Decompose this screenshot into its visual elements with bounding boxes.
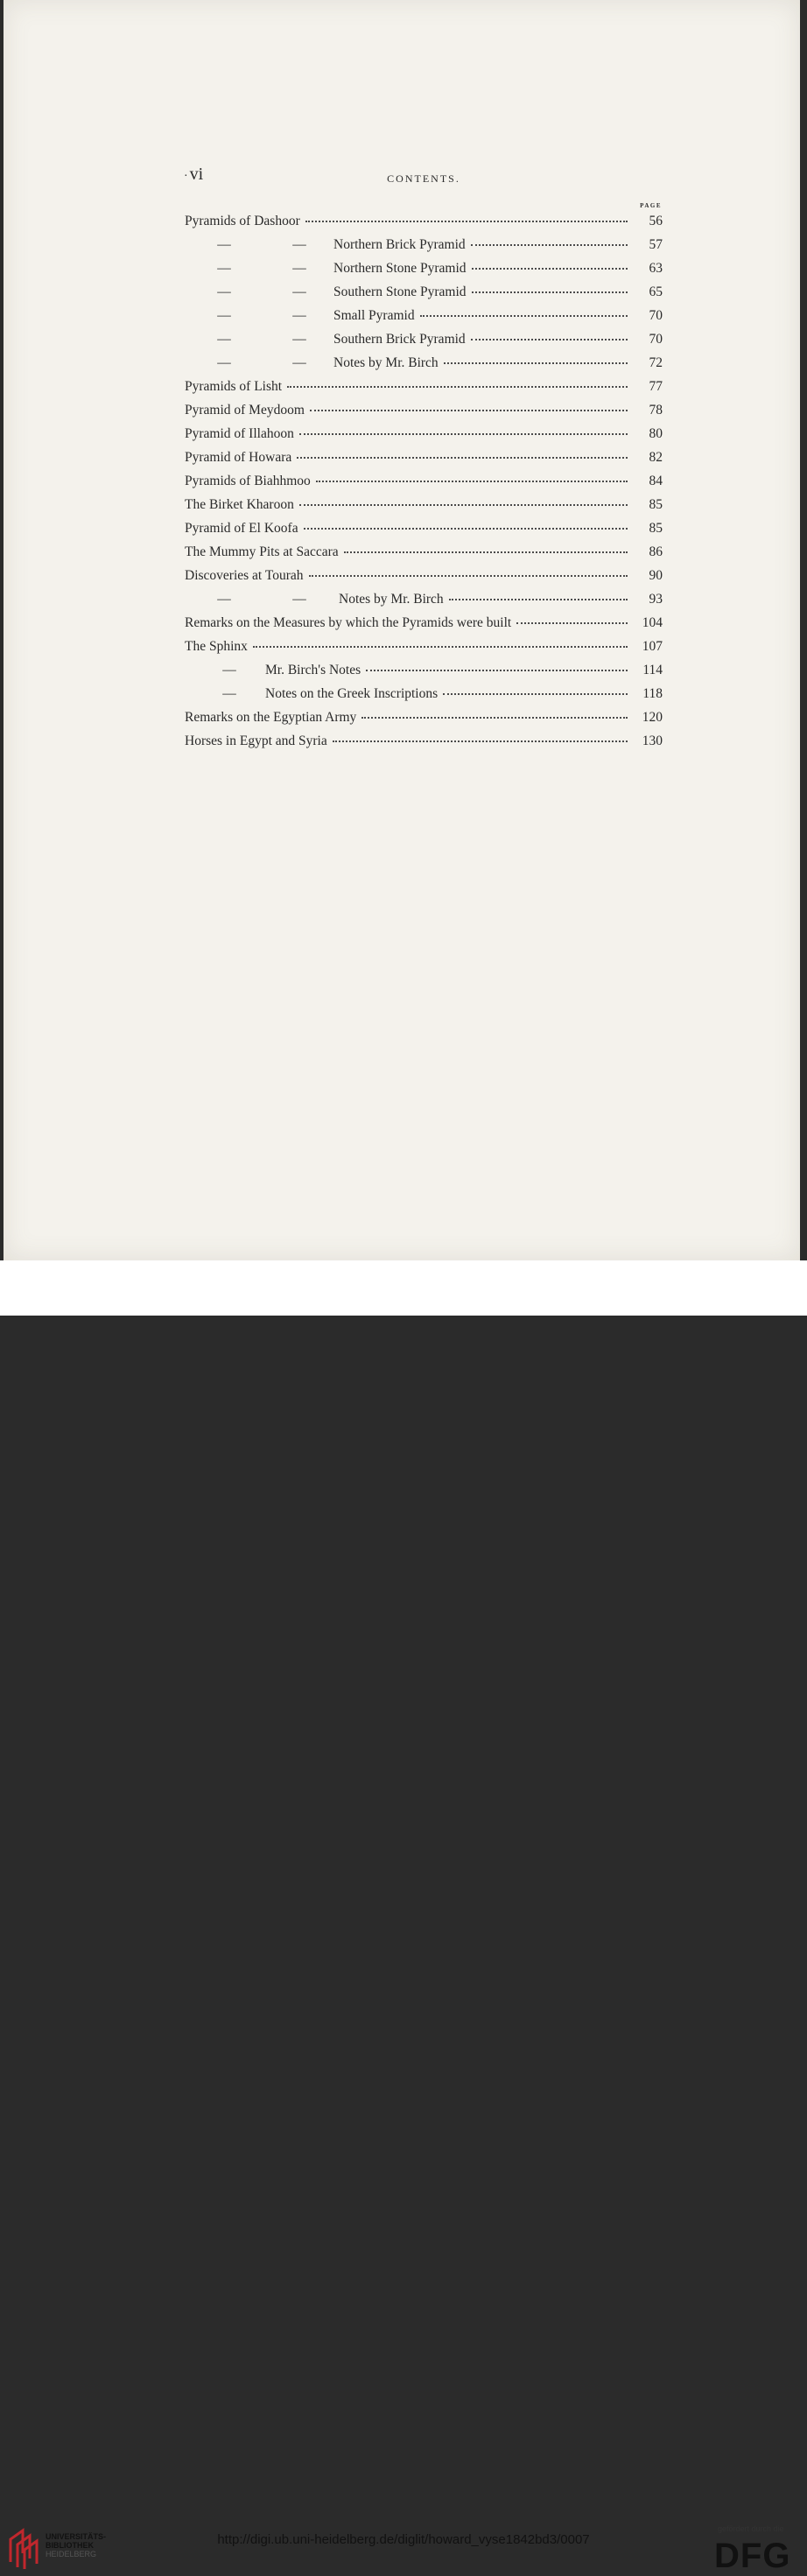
- dot-leader: [316, 481, 628, 482]
- toc-entry-title: Notes on the Greek Inscriptions: [265, 686, 439, 701]
- toc-entry-page: 85: [649, 521, 663, 536]
- toc-entry: [185, 544, 663, 568]
- ditto-dash: —: [222, 663, 236, 677]
- dot-leader: [299, 433, 628, 435]
- toc-entry-title: Northern Stone Pyramid: [333, 261, 467, 276]
- toc-entry-title: Small Pyramid: [333, 308, 415, 323]
- page-column-label: PAGE: [640, 202, 662, 209]
- ditto-dash: —: [292, 284, 306, 299]
- toc-entry-page: 107: [642, 639, 663, 654]
- toc-entry: [185, 332, 663, 355]
- dfg-logo: DFG: [714, 2537, 791, 2575]
- viewer-footer: [0, 1260, 807, 2575]
- dot-leader: [472, 268, 628, 270]
- ditto-dash: —: [217, 355, 231, 370]
- dot-leader: [443, 693, 628, 695]
- toc-entry: [185, 568, 663, 592]
- toc-entry: [185, 403, 663, 426]
- toc-entry-page: 77: [649, 379, 663, 394]
- toc-entry-page: 57: [649, 237, 663, 252]
- toc-entry-title: The Mummy Pits at Saccara: [185, 544, 339, 559]
- ditto-dash: —: [292, 261, 306, 276]
- toc-entry-page: 82: [649, 450, 663, 465]
- toc-entry-page: 70: [649, 332, 663, 347]
- ditto-dash: —: [292, 237, 306, 252]
- toc-entry-title: Discoveries at Tourah: [185, 568, 304, 583]
- toc-entry-title: Southern Stone Pyramid: [333, 284, 467, 299]
- toc-entry-page: 90: [649, 568, 663, 583]
- toc-entry-title: Notes by Mr. Birch: [333, 355, 439, 370]
- toc-entry-title: Remarks on the Egyptian Army: [185, 710, 357, 725]
- toc-entry-page: 93: [649, 592, 663, 607]
- toc-entry: [185, 710, 663, 733]
- toc-entry: [185, 426, 663, 450]
- toc-entry: [185, 521, 663, 544]
- toc-entry-page: 80: [649, 426, 663, 441]
- toc-entry: [185, 379, 663, 403]
- toc-entry-page: 86: [649, 544, 663, 559]
- table-of-contents: [185, 214, 663, 757]
- toc-entry-page: 70: [649, 308, 663, 323]
- toc-entry: [185, 663, 663, 686]
- toc-entry-title: Pyramid of El Koofa: [185, 521, 298, 536]
- toc-entry-page: 120: [642, 710, 663, 725]
- dot-leader: [253, 646, 628, 648]
- toc-entry-title: Pyramids of Biahhmoo: [185, 474, 311, 488]
- dot-leader: [444, 362, 628, 364]
- permalink-url[interactable]: http://digi.ub.uni-heidelberg.de/diglit/howard_vyse1842bd3/0007: [217, 2532, 590, 2547]
- dot-leader: [449, 599, 628, 600]
- toc-entry: [185, 214, 663, 237]
- dot-leader: [309, 575, 628, 577]
- toc-entry: [185, 284, 663, 308]
- toc-entry-title: The Sphinx: [185, 639, 248, 654]
- ditto-dash: —: [217, 592, 231, 607]
- toc-entry-page: 63: [649, 261, 663, 276]
- dot-leader: [297, 457, 628, 459]
- toc-entry: [185, 592, 663, 615]
- toc-entry-title: Northern Brick Pyramid: [333, 237, 466, 252]
- dot-leader: [361, 717, 628, 719]
- dot-leader: [299, 504, 628, 506]
- ditto-dash: —: [217, 332, 231, 347]
- toc-entry: [185, 308, 663, 332]
- toc-entry-title: Pyramid of Meydoom: [185, 403, 305, 418]
- toc-entry-page: 118: [642, 686, 663, 701]
- ditto-dash: —: [292, 592, 306, 607]
- toc-entry-page: 84: [649, 474, 663, 488]
- dot-leader: [305, 221, 628, 222]
- toc-entry: [185, 237, 663, 261]
- ditto-dash: —: [292, 308, 306, 323]
- toc-entry-page: 85: [649, 497, 663, 512]
- toc-entry-title: Pyramid of Illahoon: [185, 426, 294, 441]
- toc-entry-title: Southern Brick Pyramid: [333, 332, 466, 347]
- ditto-dash: —: [217, 237, 231, 252]
- dot-leader: [344, 551, 628, 553]
- toc-entry: [185, 686, 663, 710]
- dot-leader: [471, 244, 628, 246]
- toc-entry-title: The Birket Kharoon: [185, 497, 294, 512]
- ditto-dash: —: [217, 284, 231, 299]
- ditto-dash: —: [217, 308, 231, 323]
- ditto-dash: —: [292, 332, 306, 347]
- library-name-line-3: HEIDELBERG: [46, 2550, 97, 2558]
- ditto-dash: —: [292, 355, 306, 370]
- ditto-dash: —: [217, 261, 231, 276]
- dot-leader: [310, 410, 628, 411]
- toc-entry-title: Remarks on the Measures by which the Pyramids were built: [185, 615, 512, 630]
- toc-entry: [185, 261, 663, 284]
- toc-entry-title: Pyramid of Howara: [185, 450, 292, 465]
- dot-leader: [471, 339, 628, 340]
- dot-leader: [366, 670, 628, 671]
- dot-leader: [472, 291, 628, 293]
- toc-entry-page: 78: [649, 403, 663, 418]
- library-name-line-1: UNIVERSITÄTS-: [46, 2532, 107, 2541]
- toc-entry-page: 65: [649, 284, 663, 299]
- toc-entry-title: Horses in Egypt and Syria: [185, 733, 327, 748]
- dot-leader: [333, 741, 628, 742]
- toc-entry: [185, 639, 663, 663]
- toc-entry: [185, 474, 663, 497]
- library-name-line-2: BIBLIOTHEK: [46, 2541, 94, 2550]
- dot-leader: [304, 528, 628, 530]
- dot-leader: [287, 386, 628, 388]
- page-title: CONTENTS.: [387, 172, 460, 185]
- toc-entry-page: 56: [649, 214, 663, 228]
- toc-entry: [185, 497, 663, 521]
- toc-entry-title: Pyramids of Lisht: [185, 379, 283, 394]
- toc-entry: [185, 615, 663, 639]
- toc-entry: [185, 355, 663, 379]
- toc-entry-title: Pyramids of Dashoor: [185, 214, 300, 228]
- toc-entry: [185, 733, 663, 757]
- book-page: [4, 0, 800, 1260]
- dot-leader: [516, 622, 628, 624]
- toc-entry-page: 72: [649, 355, 663, 370]
- toc-entry-title: Mr. Birch's Notes: [265, 663, 361, 677]
- toc-entry-title: Notes by Mr. Birch: [339, 592, 444, 607]
- page-number: · vi: [184, 165, 203, 185]
- ditto-dash: —: [222, 686, 236, 701]
- toc-entry-page: 114: [642, 663, 663, 677]
- funding-caption: gefördert durch die: [718, 2524, 784, 2533]
- toc-entry-page: 104: [642, 615, 663, 630]
- dot-leader: [420, 315, 628, 317]
- toc-entry-page: 130: [642, 733, 663, 748]
- toc-entry: [185, 450, 663, 474]
